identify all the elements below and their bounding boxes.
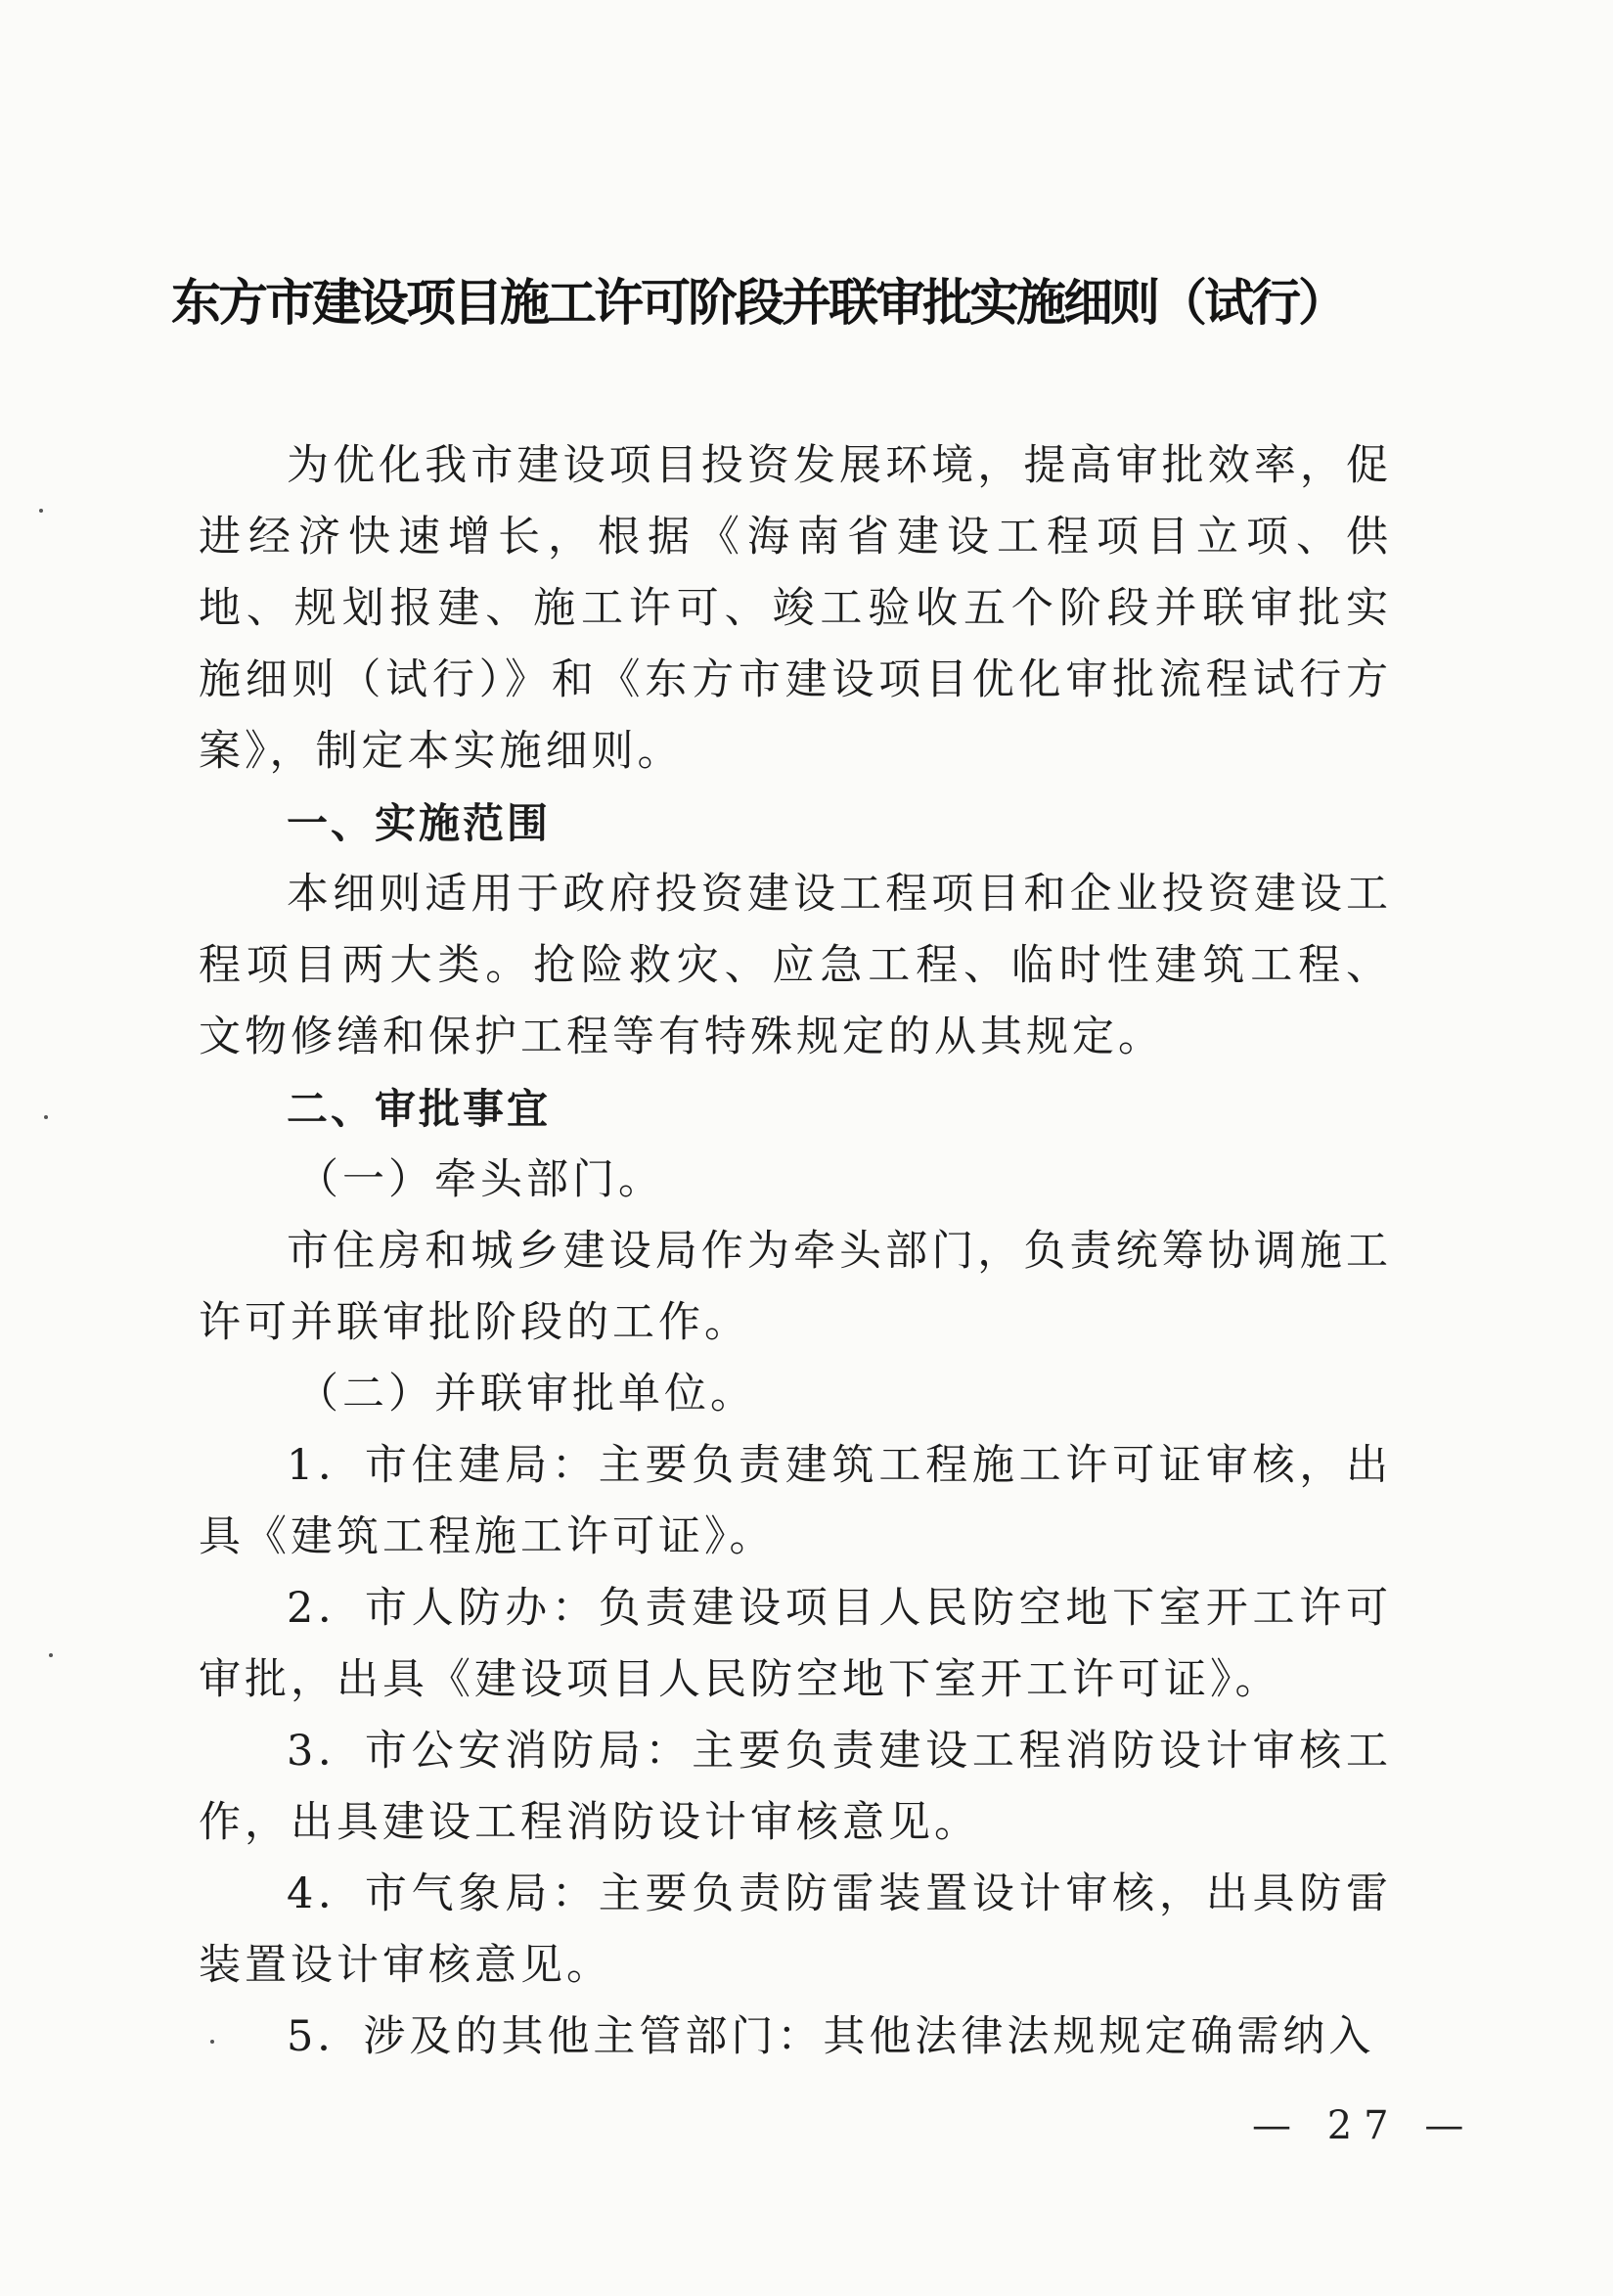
page-number: — 27 — — [1252, 2103, 1476, 2148]
section-heading-scope: 一、实施范围 — [287, 799, 552, 847]
list-item-fire-bureau: 3．市公安消防局：主要负责建设工程消防设计审核工作，出具建设工程消防设计审核意见。 — [199, 1727, 1392, 1847]
scan-speck — [39, 509, 43, 513]
subheading-parallel-units: （二）并联审批单位。 — [296, 1370, 756, 1418]
document-body — [199, 430, 1392, 2073]
paragraph-scope: 本细则适用于政府投资建设工程项目和企业投资建设工程项目两大类。抢险救灾、应急工程、临时性建筑工程、文物修缮和保护工程等有特殊规定的从其规定。 — [199, 870, 1392, 1061]
scan-speck — [49, 1653, 53, 1657]
list-item-civil-defense: 2．市人防办：负责建设项目人民防空地下室开工许可审批，出具《建设项目人民防空地下室开工许可证》。 — [199, 1584, 1392, 1704]
scan-speck — [210, 2040, 214, 2044]
list-item-other-departments: 5．涉及的其他主管部门：其他法律法规规定确需纳入 — [287, 2012, 1375, 2061]
subheading-lead-department: （一）牵头部门。 — [296, 1155, 664, 1204]
section-heading-approval: 二、审批事宜 — [287, 1085, 552, 1133]
list-item-housing-bureau: 1．市住建局：主要负责建筑工程施工许可证审核，出具《建筑工程施工许可证》。 — [199, 1441, 1392, 1561]
list-item-meteorology: 4．市气象局：主要负责防雷装置设计审核，出具防雷装置设计审核意见。 — [199, 1869, 1392, 1990]
scan-speck — [44, 1115, 48, 1119]
paragraph-intro: 为优化我市建设项目投资发展环境，提高审批效率，促进经济快速增长，根据《海南省建设工程项目立项、供地、规划报建、施工许可、竣工验收五个阶段并联审批实施细则（试行）》和《东方市建设项目优化审批流程试行方案》，制定本实施细则。 — [199, 441, 1392, 776]
document-title: 东方市建设项目施工许可阶段并联审批实施细则（试行） — [170, 275, 1345, 333]
paragraph-lead-department: 市住房和城乡建设局作为牵头部门，负责统筹协调施工许可并联审批阶段的工作。 — [199, 1227, 1392, 1347]
